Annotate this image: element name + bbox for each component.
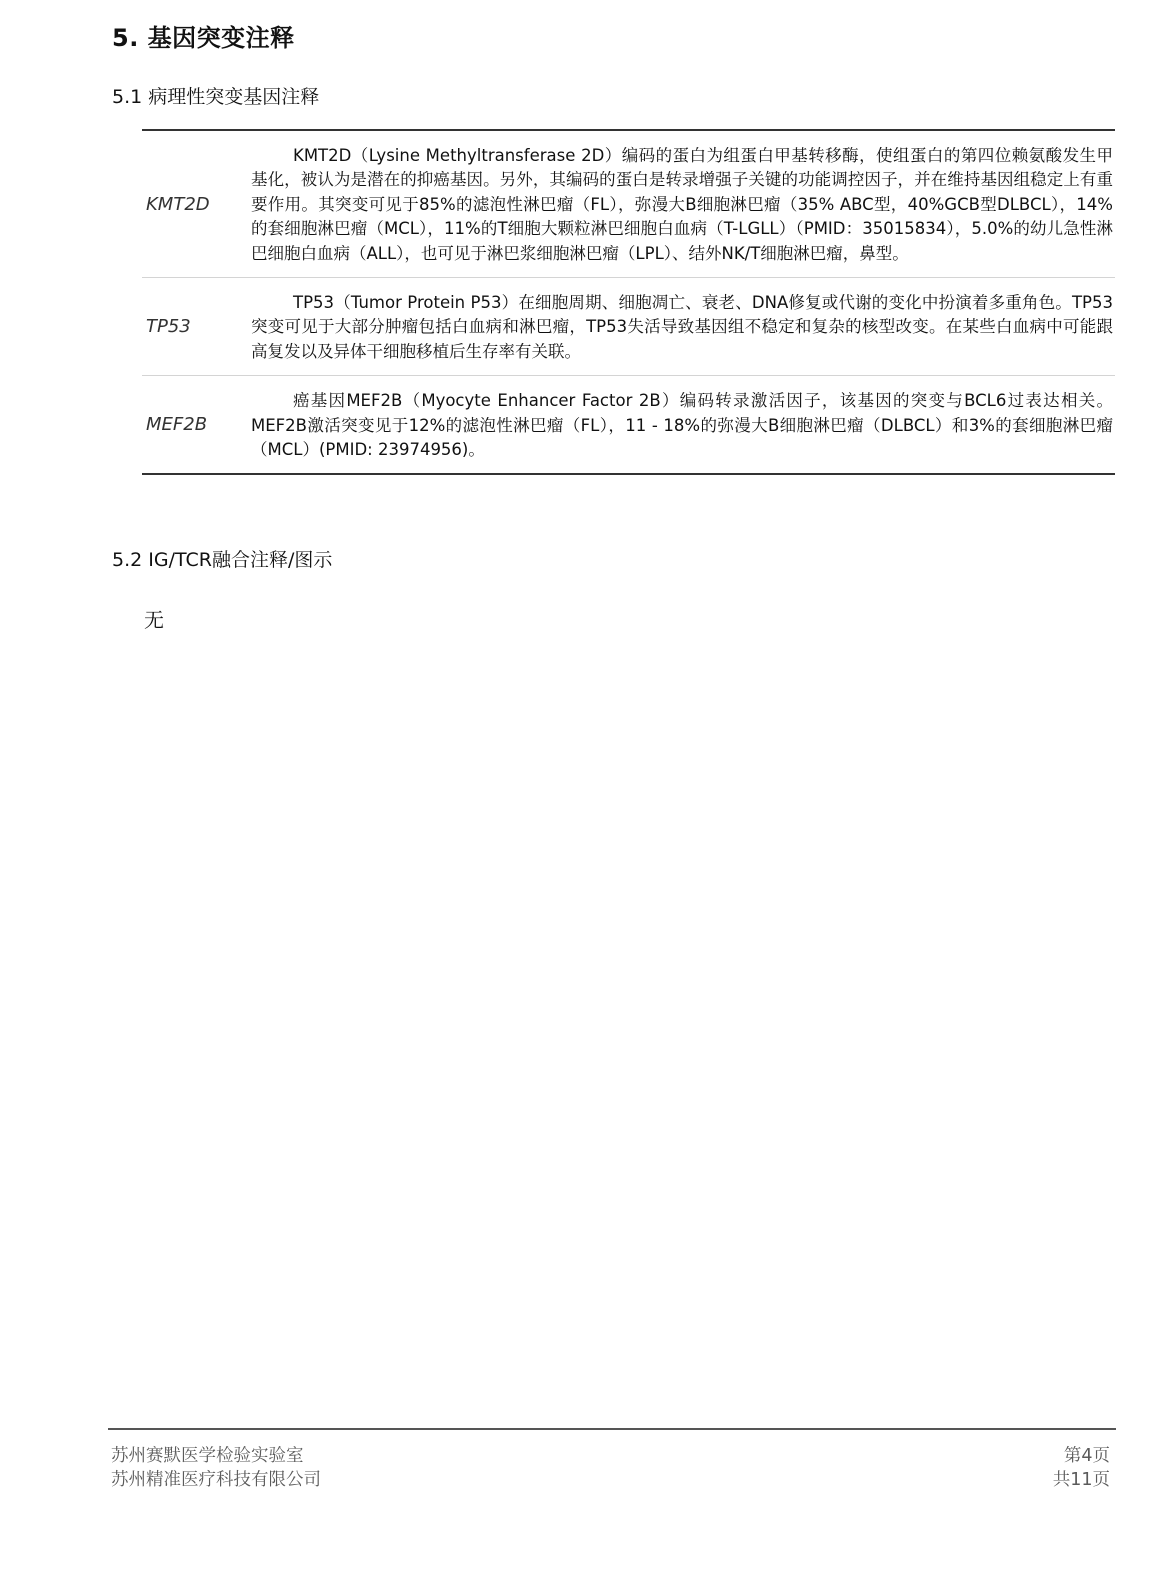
footer-organizations bbox=[111, 1444, 321, 1492]
fusion-none-text: 无 bbox=[144, 608, 164, 632]
gene-name-cell: KMT2D bbox=[146, 193, 210, 215]
footer-org-company: 苏州精准医疗科技有限公司 bbox=[111, 1470, 321, 1490]
table-row bbox=[142, 376, 1115, 475]
subsection-title-fusion: 5.2 IG/TCR融合注释/图示 bbox=[112, 549, 333, 571]
footer-divider bbox=[108, 1428, 1116, 1430]
page-total: 共11页 bbox=[1052, 1470, 1110, 1490]
gene-annotation-table bbox=[142, 129, 1115, 475]
gene-description-cell: KMT2D（Lysine Methyltransferase 2D）编码的蛋白为组蛋白甲基转移酶，使组蛋白的第四位赖氨酸发生甲基化，被认为是潜在的抑癌基因。另外，其编码的蛋白是转录增强子关键的功能调控因子，并在维持基因组稳定上有重要作用。其突变可见于85%的滤泡性淋巴瘤（FL），弥漫大B细胞淋巴瘤（35% ABC型，40%GCB型DLBCL），14%的套细胞淋巴瘤（MCL），11%的T细胞大颗粒淋巴细胞白血病（T-LGLL）（PMID：35015834），5.0%的幼儿急性淋巴细胞白血病（ALL），也可见于淋巴浆细胞淋巴瘤（LPL）、结外NK/T细胞淋巴瘤，鼻型。 bbox=[251, 146, 1113, 263]
table-row bbox=[142, 130, 1115, 278]
gene-name-cell: MEF2B bbox=[142, 376, 251, 475]
page-number: 第4页 bbox=[1063, 1446, 1110, 1466]
subsection-title-pathogenic-genes: 5.1 病理性突变基因注释 bbox=[112, 86, 320, 108]
footer-pagination bbox=[1053, 1444, 1110, 1492]
gene-name-cell: TP53 bbox=[142, 278, 251, 376]
gene-description-cell: 癌基因MEF2B（Myocyte Enhancer Factor 2B）编码转录激活因子，该基因的突变与BCL6过表达相关。MEF2B激活突变见于12%的滤泡性淋巴瘤（FL），11 - 18%的弥漫大B细胞淋巴瘤（DLBCL）和3%的套细胞淋巴瘤（MCL）(PMID: 23974956)。 bbox=[251, 376, 1115, 475]
section-title: 5. 基因突变注释 bbox=[112, 24, 295, 52]
gene-description-cell: TP53（Tumor Protein P53）在细胞周期、细胞凋亡、衰老、DNA修复或代谢的变化中扮演着多重角色。TP53突变可见于大部分肿瘤包括白血病和淋巴瘤，TP53失活导致基因组不稳定和复杂的核型改变。在某些白血病中可能跟高复发以及异体干细胞移植后生存率有关联。 bbox=[251, 278, 1115, 376]
table-row bbox=[142, 278, 1115, 376]
footer-org-lab: 苏州赛默医学检验实验室 bbox=[111, 1446, 304, 1466]
